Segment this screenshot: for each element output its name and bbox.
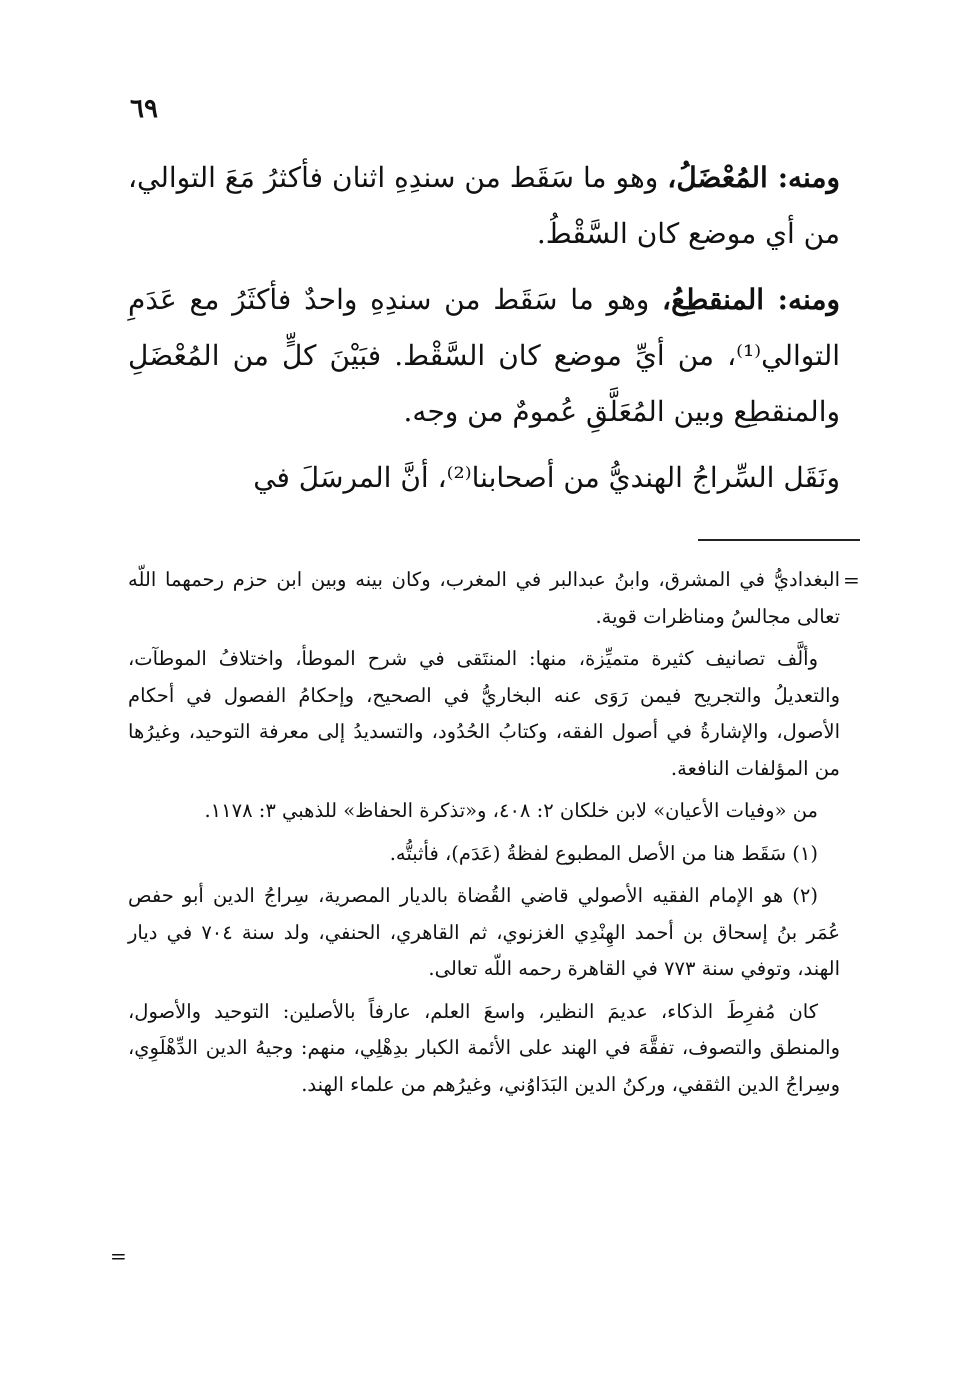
footnotes xyxy=(128,562,840,1109)
footnote-separator xyxy=(698,539,860,541)
footnote-1: (١) سَقَط هنا من الأصل المطبوع لفظةُ (عَدَم)، فأثبتُّه. xyxy=(389,841,818,865)
main-text xyxy=(128,150,840,516)
footnote-continuation: البغداديُّ في المشرق، وابنُ عبدالبر في المغرب، وكان بينه وبين ابن حزم رحمهما اللّه تعالى مجالسُ ومناظرات قوية. xyxy=(128,568,840,628)
footnote-2: (٢) هو الإمام الفقيه الأصولي قاضي القُضاة بالديار المصرية، سِراجُ الدين أبو حفص عُمَر بنُ إسحاق بن أحمد الهِنْدِي الغزنوي، ثم القاهري، الحنفي، ولد سنة ٧٠٤ في ديار الهند، وتوفي سنة ٧٧٣ في القاهرة رحمه اللّه تعالى. xyxy=(128,884,840,980)
paragraph-text: وهو ما سَقَط من سندِهِ واحدٌ فأكثَرُ مع عَدَمِ التوالي⁽¹⁾، من أيِّ موضع كان السَّقْط. فبَيْنَ كلٍّ من المُعْضَلِ والمنقطِع وبين المُعَلَّقِ عُمومٌ من وجه. xyxy=(128,283,840,428)
paragraph-siraj: ونَقَل السِّراجُ الهنديُّ من أصحابنا⁽²⁾، أنَّ المرسَلَ في xyxy=(253,461,840,494)
footnote-2-continued: كان مُفرِطَ الذكاء، عديمَ النظير، واسعَ العلم، عارفاً بالأصلين: التوحيد والأصول، والمنطق والتصوف، تفقَّهَ في الهند على الأئمة الكبار بدِهْلِي، منهم: وجيهُ الدين الدِّهْلَوِي، وسِراجُ الدين الثقفي، وركنُ الدين البَدَاوُني، وغيرُهم من علماء الهند. xyxy=(128,999,840,1096)
term-munqati: ومنه: المنقطِعُ، xyxy=(662,283,840,316)
page-number: ٦٩ xyxy=(130,94,158,124)
continues-next-page-mark: = xyxy=(110,1244,127,1268)
paragraph-text: وهو ما سَقَط من سندِهِ اثنان فأكثرُ مَعَ التوالي، من أي موضع كان السَّقْطُ. xyxy=(128,161,840,250)
footnote-source: من «وفيات الأعيان» لابن خلكان ٢: ٤٠٨، و«تذكرة الحفاظ» للذهبي ٣: ١١٧٨. xyxy=(204,799,818,822)
footnote-continuation: وألَّف تصانيف كثيرة متميِّزة، منها: المنتَقى في شرح الموطأ، واختلافُ الموطآت، والتعديلُ والتجريح فيمن رَوَى عنه البخاريُّ في الصحيح، وإحكامُ الفصول في أحكام الأصول، والإشارةُ في أصول الفقه، وكتابُ الحُدُود، والتسديدُ إلى معرفة التوحيد، وغيرُها من المؤلفات النافعة. xyxy=(128,647,840,780)
term-muadal: ومنه: المُعْضَلُ، xyxy=(667,161,841,194)
paragraph-munqati xyxy=(128,272,840,440)
continuation-mark: = xyxy=(843,568,860,592)
paragraph-muadal xyxy=(128,150,840,262)
